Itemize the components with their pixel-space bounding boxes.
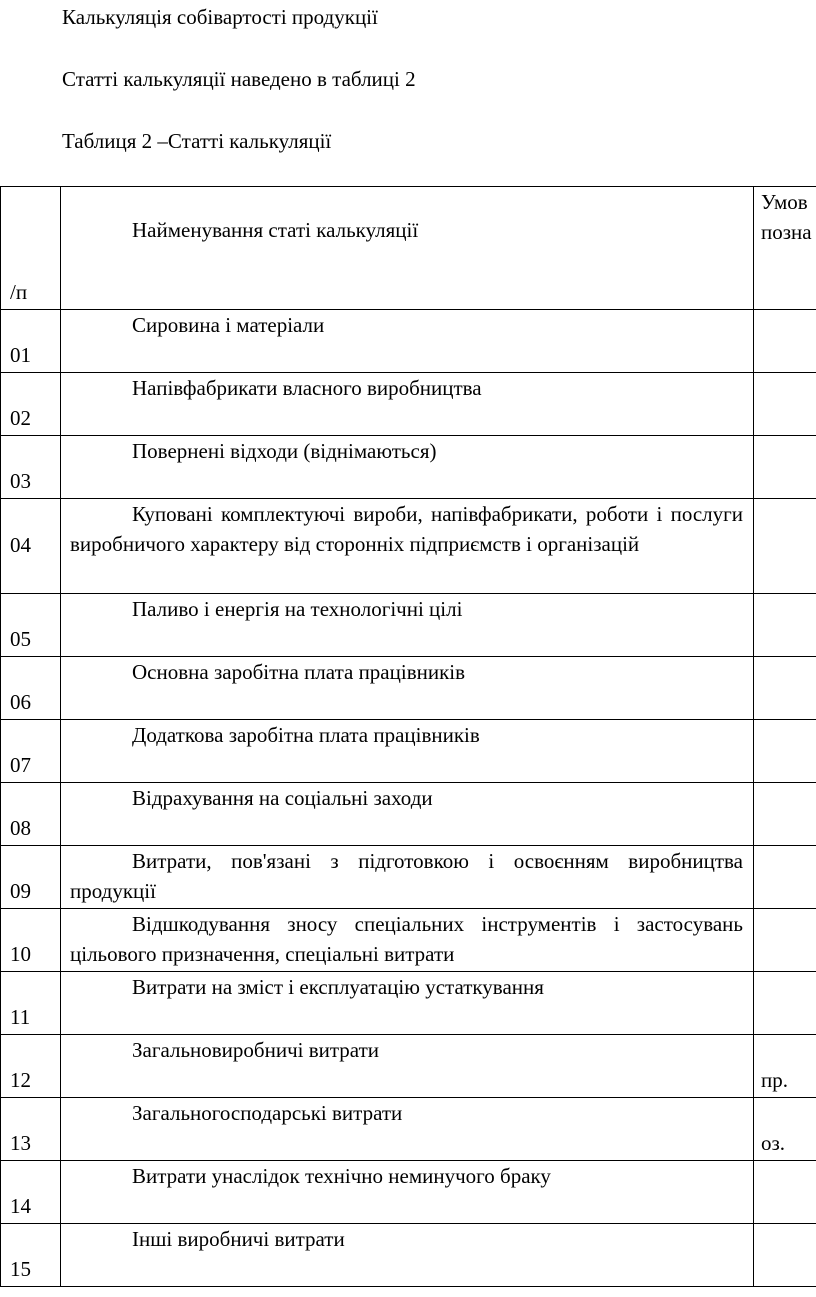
table-row — [1, 1224, 816, 1287]
table-row — [1, 1098, 816, 1161]
table-header-row — [1, 187, 816, 310]
row-name: Відрахування на соціальні заходи — [132, 786, 433, 810]
row-name: Витрати, пов'язані з підготовкою і освоєнням виробництва продукції — [70, 849, 743, 903]
row-number: 09 — [10, 879, 31, 903]
row-name: Витрати на зміст і експлуатацію устаткування — [132, 975, 544, 999]
row-number-cell — [1, 846, 61, 909]
row-code-cell — [754, 720, 816, 783]
row-number: 02 — [10, 406, 31, 430]
row-number: 01 — [10, 343, 31, 367]
row-code-cell — [754, 846, 816, 909]
row-name-cell — [61, 657, 754, 720]
row-number-cell — [1, 720, 61, 783]
row-name: Додаткова заробітна плата працівників — [132, 723, 480, 747]
row-name-cell — [61, 1161, 754, 1224]
row-number-cell — [1, 310, 61, 373]
row-name: Відшкодування зносу спеціальних інструментів і застосувань цільового призначення, спеціальні витрати — [70, 912, 743, 966]
row-number: 06 — [10, 690, 31, 714]
header-number-cell — [1, 187, 61, 310]
row-number-cell — [1, 1035, 61, 1098]
row-number-cell — [1, 499, 61, 594]
row-name-cell — [61, 846, 754, 909]
header-code-line1: Умов — [761, 190, 808, 214]
row-code-cell — [754, 783, 816, 846]
row-code-cell — [754, 1224, 816, 1287]
table-row — [1, 594, 816, 657]
row-code-cell — [754, 972, 816, 1035]
row-number-cell — [1, 909, 61, 972]
row-number: 12 — [10, 1068, 31, 1092]
row-name: Витрати унаслідок технічно неминучого браку — [132, 1164, 551, 1188]
row-code-cell — [754, 1035, 816, 1098]
row-name-cell — [61, 594, 754, 657]
row-number: 04 — [10, 533, 31, 557]
row-name: Повернені відходи (віднімаються) — [132, 439, 437, 463]
row-code-cell — [754, 594, 816, 657]
table-row — [1, 310, 816, 373]
row-code-cell — [754, 310, 816, 373]
row-name-cell — [61, 1035, 754, 1098]
row-name: Інші виробничі витрати — [132, 1227, 345, 1251]
row-number-cell — [1, 657, 61, 720]
header-name-label: Найменування статі калькуляції — [132, 218, 419, 242]
calculation-items-table — [0, 186, 816, 1287]
row-code-cell — [754, 1161, 816, 1224]
row-name-cell — [61, 499, 754, 594]
table-row — [1, 373, 816, 436]
row-name: Сировина і матеріали — [132, 313, 325, 337]
row-number-cell — [1, 594, 61, 657]
row-name-cell — [61, 909, 754, 972]
row-name-cell — [61, 1224, 754, 1287]
row-number: 10 — [10, 942, 31, 966]
row-name-cell — [61, 436, 754, 499]
row-number: 14 — [10, 1194, 31, 1218]
row-name-cell — [61, 1098, 754, 1161]
row-code-cell — [754, 909, 816, 972]
row-name: Загальновиробничі витрати — [132, 1038, 379, 1062]
row-name-cell — [61, 783, 754, 846]
row-number: 11 — [10, 1005, 31, 1029]
row-number: 07 — [10, 753, 31, 777]
table-row — [1, 909, 816, 972]
row-number-cell — [1, 972, 61, 1035]
table-row — [1, 1035, 816, 1098]
intro-paragraph: Статті калькуляції наведено в таблиці 2 — [62, 67, 416, 91]
row-code-cell — [754, 436, 816, 499]
row-name: Куповані комплектуючі вироби, напівфабрикати, роботи і послуги виробничого характеру від сторонніх підприємств і організацій — [70, 502, 743, 556]
row-code-cell — [754, 657, 816, 720]
row-name: Загальногосподарські витрати — [132, 1101, 403, 1125]
row-name-cell — [61, 310, 754, 373]
header-code-cell — [754, 187, 816, 310]
table-row — [1, 436, 816, 499]
row-code-cell — [754, 373, 816, 436]
table-row — [1, 499, 816, 594]
row-number-cell — [1, 783, 61, 846]
table-row — [1, 972, 816, 1035]
row-code: пр. — [761, 1068, 788, 1092]
row-number: 08 — [10, 816, 31, 840]
row-number: 03 — [10, 469, 31, 493]
header-code-line2: позна — [761, 220, 812, 244]
table-row — [1, 1161, 816, 1224]
row-code: оз. — [761, 1131, 786, 1155]
row-name-cell — [61, 720, 754, 783]
row-name-cell — [61, 972, 754, 1035]
table-row — [1, 657, 816, 720]
header-name-cell — [61, 187, 754, 310]
row-number-cell — [1, 373, 61, 436]
row-code-cell — [754, 499, 816, 594]
document-title: Калькуляція собівартості продукції — [62, 5, 378, 29]
row-number-cell — [1, 436, 61, 499]
row-name-cell — [61, 373, 754, 436]
table-row — [1, 783, 816, 846]
table-row — [1, 720, 816, 783]
row-number-cell — [1, 1098, 61, 1161]
header-number-label: /п — [10, 280, 28, 304]
row-name: Паливо і енергія на технологічні цілі — [132, 597, 463, 621]
table-row — [1, 846, 816, 909]
row-number: 15 — [10, 1257, 31, 1281]
row-number: 05 — [10, 627, 31, 651]
row-name: Напівфабрикати власного виробництва — [132, 376, 482, 400]
row-code-cell — [754, 1098, 816, 1161]
row-number-cell — [1, 1224, 61, 1287]
row-number: 13 — [10, 1131, 31, 1155]
row-name: Основна заробітна плата працівників — [132, 660, 466, 684]
row-number-cell — [1, 1161, 61, 1224]
table-caption: Таблиця 2 –Статті калькуляції — [62, 129, 332, 153]
